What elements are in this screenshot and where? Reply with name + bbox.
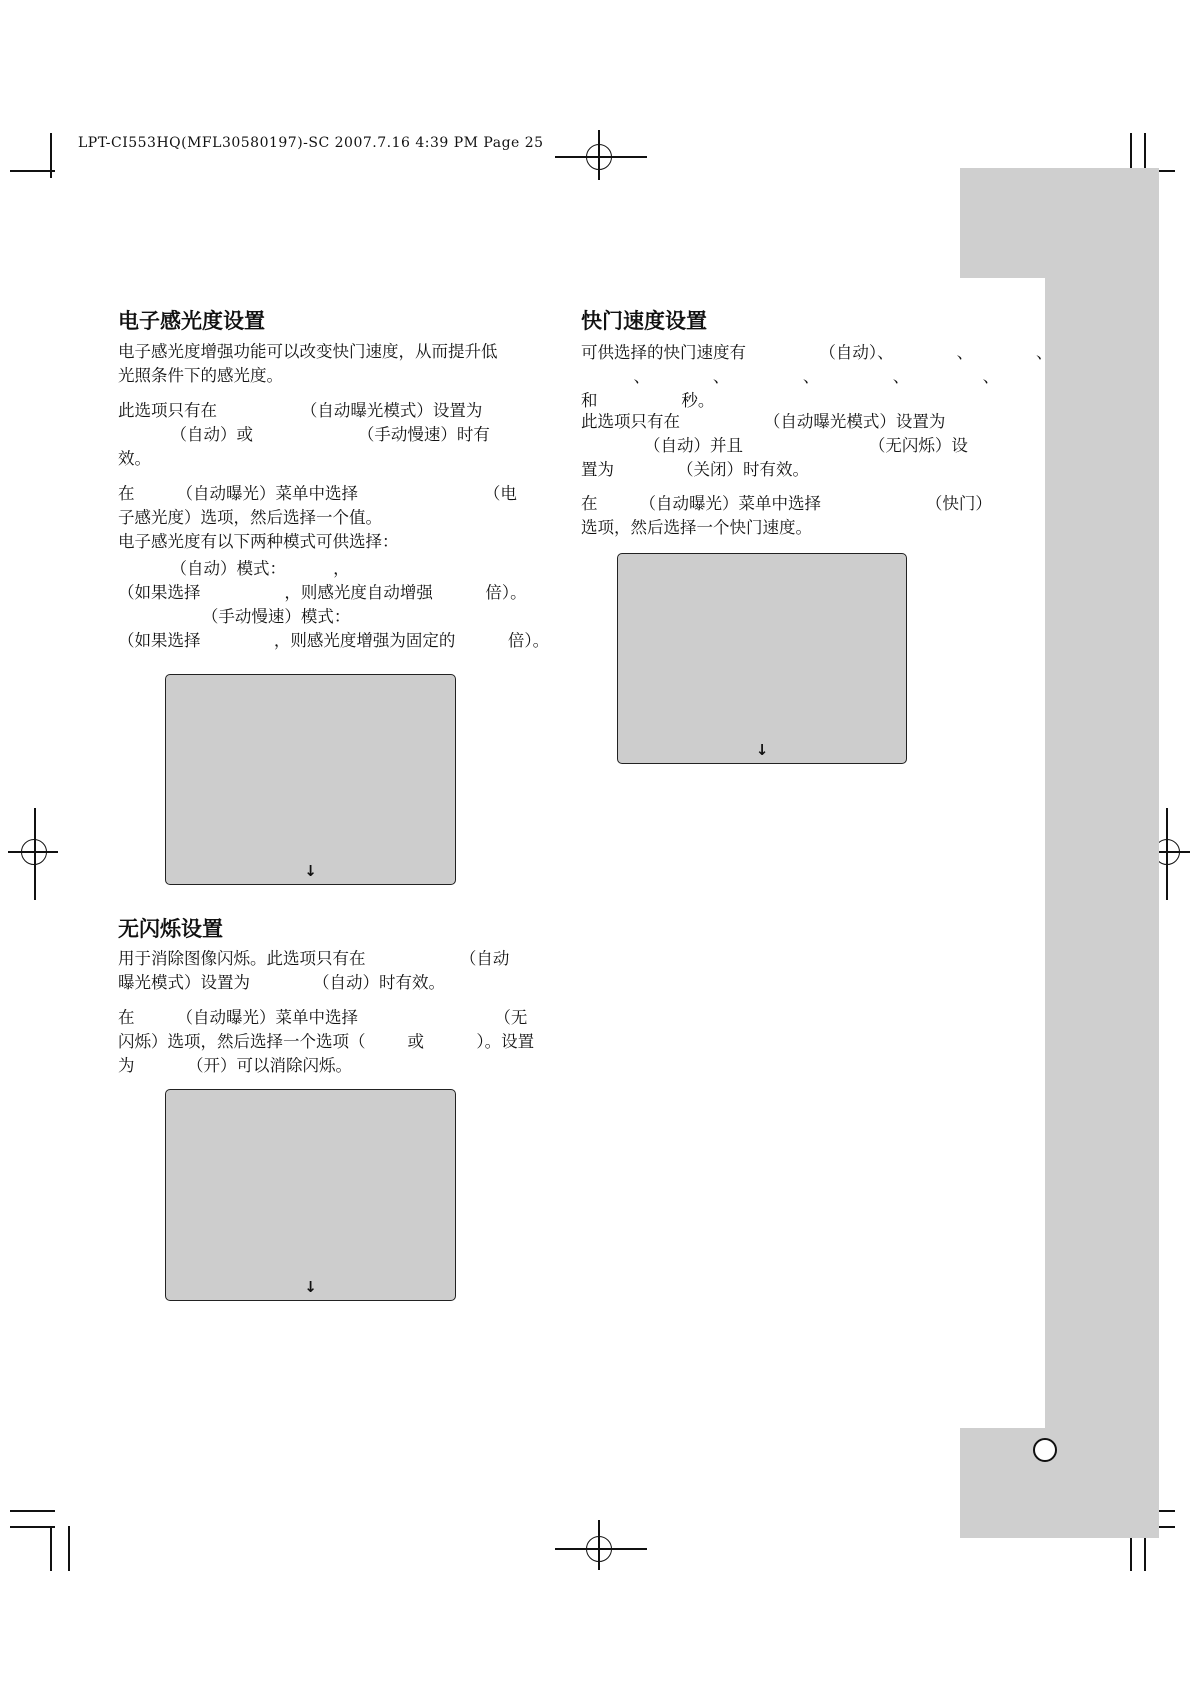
print-header: LPT-CI553HQ(MFL30580197)-SC 2007.7.16 4:39 PM Page 25 (78, 135, 544, 151)
section-title-shutter: 快门速度设置 (581, 309, 707, 333)
crop-mark (50, 1526, 52, 1571)
shutter-steps: 在 （自动曝光）菜单中选择 （快门） 选项，然后选择一个快门速度。 (581, 494, 992, 537)
sensitivity-intro: 电子感光度增强功能可以改变快门速度，从而提升低 光照条件下的感光度。 (118, 342, 498, 385)
flicker-intro: 用于消除图像闪烁。此选项只有在 （自动 曝光模式）设置为 （自动）时有效。 (118, 949, 510, 992)
shutter-condition: 此选项只有在 （自动曝光模式）设置为 （自动）并且 （无闪烁）设 置为 （关闭）时有效。 (581, 412, 968, 479)
registration-line (1166, 808, 1168, 900)
registration-line (598, 130, 600, 180)
sensitivity-condition: 此选项只有在 （自动曝光模式）设置为 （自动）或 （手动慢速）时有 效。 (118, 401, 490, 468)
sensitivity-menu-screen (165, 674, 456, 885)
registration-line (598, 1520, 600, 1570)
shutter-options: 可供选择的快门速度有 （自动）、 、 、 、 、 、 、 、 和 秒。 (581, 343, 1053, 410)
page-number-circle (1033, 1438, 1057, 1462)
registration-line (34, 808, 36, 900)
registration-line (555, 1548, 647, 1550)
sidebar-tab-top (960, 168, 1159, 278)
section-title-sensitivity: 电子感光度设置 (118, 309, 265, 333)
sensitivity-steps: 在 （自动曝光）菜单中选择 （电 子感光度）选项，然后选择一个值。 电子感光度有以下两种模式可供选择： (118, 484, 517, 551)
section-title-flicker: 无闪烁设置 (118, 917, 223, 941)
crop-mark (68, 1526, 70, 1571)
registration-line (8, 851, 58, 853)
registration-line (555, 156, 647, 158)
arrow-down-icon: ↓ (304, 1278, 317, 1296)
shutter-menu-screen (617, 553, 907, 764)
crop-mark (10, 170, 55, 172)
sidebar-strip (1045, 278, 1159, 1428)
arrow-down-icon: ↓ (755, 741, 769, 759)
arrow-down-icon: ↓ (304, 862, 317, 880)
crop-mark (10, 1526, 55, 1528)
sidebar-tab-bottom (960, 1428, 1159, 1538)
flicker-menu-screen (165, 1089, 456, 1301)
crop-mark (10, 1510, 55, 1512)
flicker-steps: 在 （自动曝光）菜单中选择 （无 闪烁）选项，然后选择一个选项（ 或 ）。设置 为 （开）可以消除闪烁。 (118, 1008, 535, 1075)
sensitivity-modes: （自动）模式： ， （如果选择 ，则感光度自动增强 倍）。 （手动慢速）模式： （如果选择 ，则感光度增强为固定的 倍）。 (118, 559, 550, 650)
